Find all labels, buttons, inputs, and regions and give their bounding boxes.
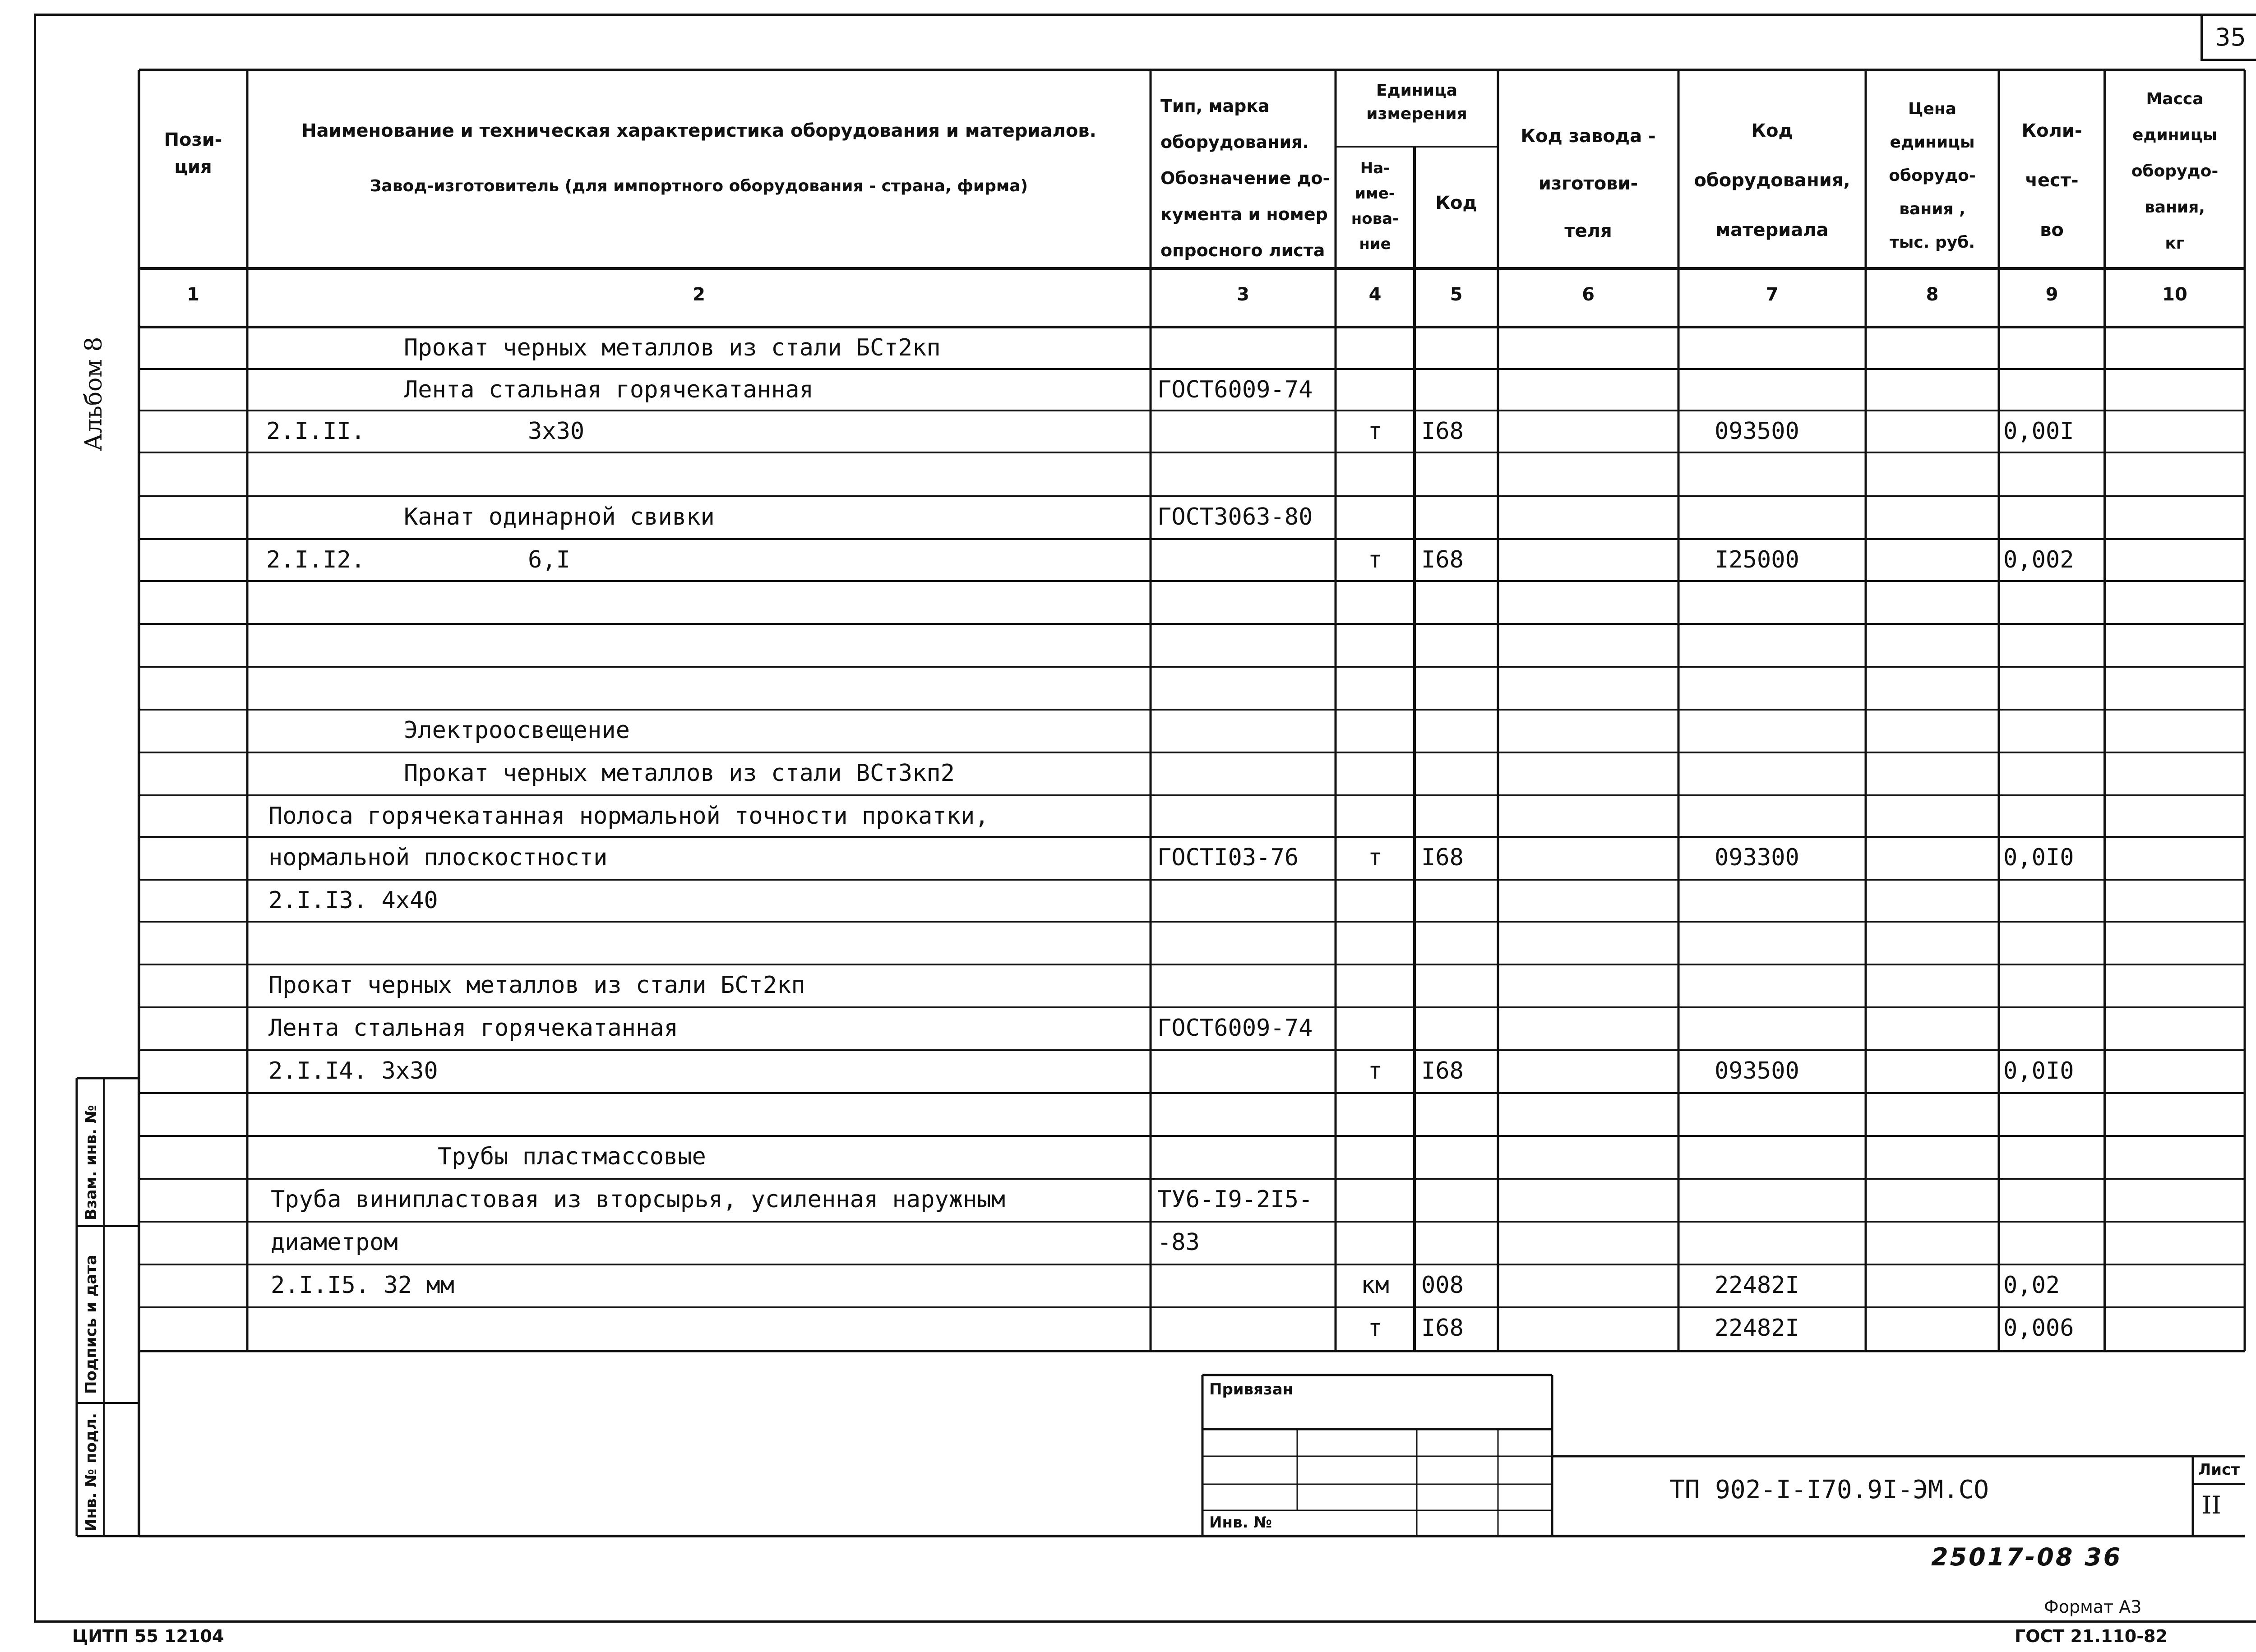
header-factory-code: Код завода - изготови- теля: [1521, 126, 1656, 241]
column-number: 9: [2045, 284, 2058, 305]
side-inv-podl: Инв. № подл.: [82, 1412, 100, 1532]
row-pos: 2.I.II.: [266, 418, 365, 445]
stamp-sheet-label: Лист: [2198, 1461, 2240, 1479]
header-unit-code: Код: [1435, 193, 1477, 213]
row-name: Прокат черных металлов из стали БСт2кп: [404, 334, 941, 361]
side-sign-date: Подпись и дата: [82, 1255, 100, 1394]
header-unit-group: Единица измерения: [1366, 81, 1467, 123]
row-name: 6,I: [528, 546, 570, 573]
row-code: 008: [1421, 1272, 1464, 1299]
row-unit: км: [1361, 1272, 1389, 1299]
row-name: Канат одинарной свивки: [404, 503, 715, 531]
column-number: 5: [1450, 284, 1463, 305]
column-number: 6: [1582, 284, 1595, 305]
row-name: нормальной плоскостности: [268, 844, 608, 871]
column-number: 4: [1368, 284, 1382, 305]
column-number: 10: [2162, 284, 2187, 305]
row-doc: ГОСТ3063-80: [1157, 503, 1313, 531]
row-unit: т: [1368, 1057, 1382, 1084]
row-code: I68: [1421, 1057, 1464, 1084]
row-mat_code: I25000: [1715, 546, 1799, 573]
row-mat_code: 093300: [1715, 844, 1799, 871]
header-material-code: Код оборудования, материала: [1694, 120, 1850, 240]
header-quantity: Коли- чест- во: [2021, 120, 2082, 240]
header-position: Пози- ция: [164, 129, 222, 177]
row-doc: ТУ6-I9-2I5-: [1157, 1186, 1313, 1213]
footer-gost: ГОСТ 21.110-82: [2015, 1626, 2168, 1646]
footer-left-code: ЦИТП 55 12104: [72, 1626, 224, 1646]
handwritten-number: 25017-08 36: [1931, 1543, 2122, 1571]
row-code: I68: [1421, 1315, 1464, 1342]
row-code: I68: [1421, 418, 1464, 445]
side-zam-inv: Взам. инв. №: [82, 1105, 100, 1220]
header-type: Тип, марка оборудования. Обозначение до- кумента и номер опросного листа: [1160, 96, 1330, 260]
row-name: Электроосвещение: [404, 717, 630, 744]
row-mat_code: 22482I: [1715, 1272, 1799, 1299]
header-name-line2: Завод-изготовитель (для импортного оборудования - страна, фирма): [370, 177, 1028, 195]
row-name: 2.I.I5. 32 мм: [271, 1272, 454, 1299]
stamp-tied-label: Привязан: [1209, 1380, 1294, 1398]
header-unit-name: На- име- нова- ние: [1351, 159, 1399, 253]
row-qty: 0,0I0: [2003, 1057, 2074, 1084]
row-name: 2.I.I3. 4x40: [268, 887, 438, 914]
row-name: Прокат черных металлов из стали БСт2кп: [268, 972, 805, 999]
stamp-inv-label: Инв. №: [1209, 1514, 1272, 1532]
row-unit: т: [1368, 418, 1382, 445]
row-qty: 0,02: [2003, 1272, 2060, 1299]
row-code: I68: [1421, 844, 1464, 871]
column-number: 3: [1237, 284, 1249, 305]
row-pos: 2.I.I2.: [266, 546, 365, 573]
row-qty: 0,00I: [2003, 418, 2074, 445]
row-doc: ГОСТ6009-74: [1157, 376, 1313, 403]
row-name: Лента стальная горячекатанная: [268, 1015, 678, 1042]
row-name: Полоса горячекатанная нормальной точности прокатки,: [268, 803, 989, 830]
row-doc: ГОСТI03-76: [1157, 844, 1299, 871]
stamp-sheet-value: II: [2202, 1491, 2221, 1519]
footer-format: Формат А3: [2044, 1597, 2142, 1617]
row-mat_code: 093500: [1715, 1057, 1799, 1084]
row-doc: ГОСТ6009-74: [1157, 1015, 1313, 1042]
row-name: Трубы пластмассовые: [438, 1143, 706, 1170]
row-qty: 0,002: [2003, 546, 2074, 573]
header-mass: Масса единицы оборудо- вания, кг: [2131, 90, 2219, 253]
row-name: Лента стальная горячекатанная: [404, 376, 814, 403]
album-label: Альбом 8: [80, 337, 107, 451]
row-name: Труба винипластовая из вторсырья, усиленная наружным: [271, 1186, 1005, 1213]
row-unit: т: [1368, 844, 1382, 871]
row-unit: т: [1368, 1315, 1382, 1342]
row-unit: т: [1368, 546, 1382, 573]
row-code: I68: [1421, 546, 1464, 573]
row-mat_code: 093500: [1715, 418, 1799, 445]
page-number: 35: [2201, 14, 2256, 61]
row-name: 3x30: [528, 418, 585, 445]
row-name: диаметром: [271, 1229, 398, 1256]
column-number: 8: [1926, 284, 1939, 305]
row-doc: -83: [1157, 1229, 1200, 1256]
row-name: Прокат черных металлов из стали ВСт3кп2: [404, 760, 955, 787]
row-name: 2.I.I4. 3x30: [268, 1057, 438, 1084]
header-name-line1: Наименование и техническая характеристика оборудования и материалов.: [301, 120, 1096, 141]
column-number: 2: [693, 284, 705, 305]
row-qty: 0,006: [2003, 1315, 2074, 1342]
column-number: 7: [1766, 284, 1779, 305]
column-number: 1: [187, 284, 199, 305]
header-price: Цена единицы оборудо- вания , тыс. руб.: [1889, 100, 1976, 252]
stamp-doc-code: ТП 902-I-I70.9I-ЭМ.СО: [1669, 1475, 1989, 1504]
row-mat_code: 22482I: [1715, 1315, 1799, 1342]
row-qty: 0,0I0: [2003, 844, 2074, 871]
